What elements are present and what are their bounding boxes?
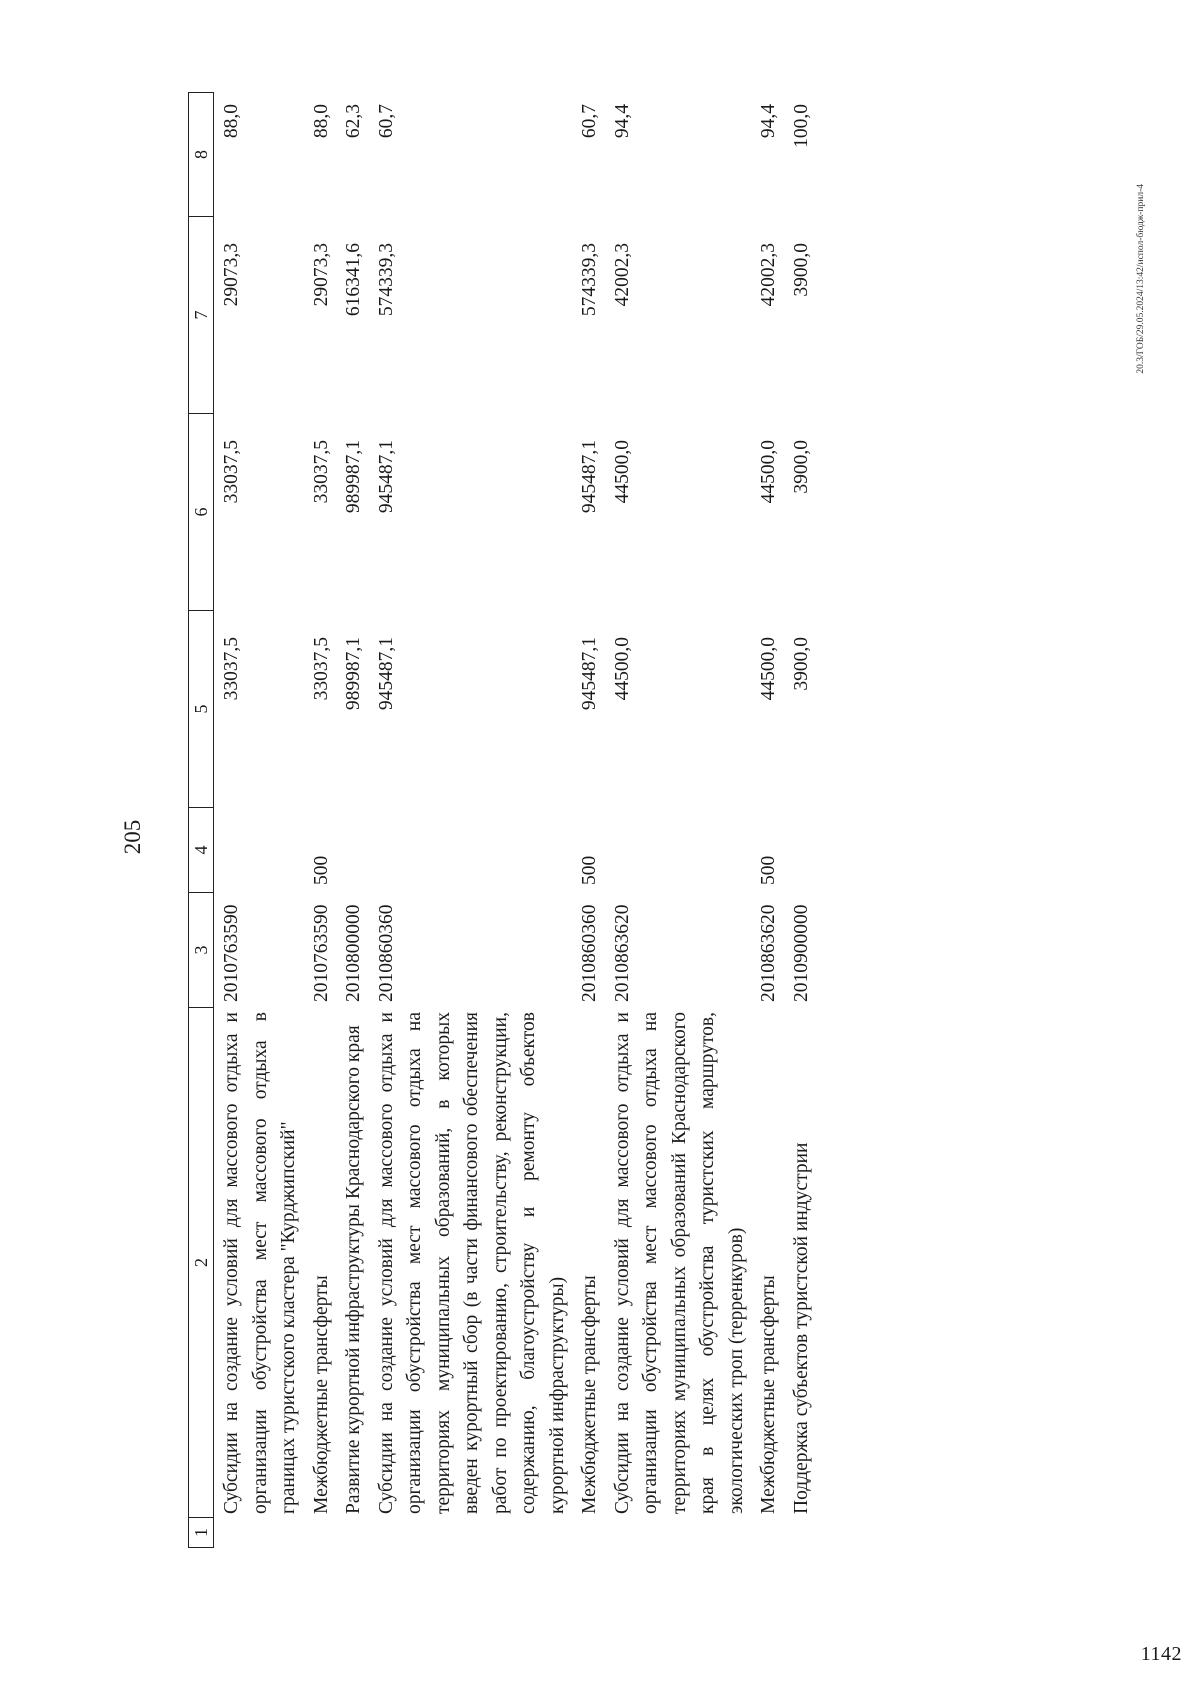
row-col7-cell: 574339,3 (579, 243, 600, 317)
row-code-cell: 2010860360 (579, 904, 600, 1002)
header-cell: 5 (188, 611, 214, 808)
row-col6-cell: 945487,1 (579, 440, 600, 514)
row-name-cell: Субсидии на создание условий для массового отдыха и организации обустройства мест массового отдыха в границах туристского кластера "Курджипский" (221, 1012, 299, 1514)
row-num-cell (788, 1518, 817, 1548)
row-name-cell: Поддержка субъектов туристской индустрии (790, 1142, 812, 1514)
row-col6-cell: 44500,0 (611, 440, 633, 504)
row-col8-cell: 94,4 (611, 104, 633, 139)
row-num-cell (373, 1518, 573, 1548)
row-num-cell (218, 1518, 304, 1548)
row-code-cell: 2010800000 (343, 904, 364, 1002)
table-row (373, 92, 573, 1548)
header-cell: 6 (188, 414, 214, 611)
row-name-cell: Межбюджетные трансферты (579, 1275, 600, 1514)
row-code-cell: 2010863620 (758, 904, 779, 1002)
table-row (218, 92, 304, 1548)
row-name-cell: Субсидии на создание условий для массового отдыха и организации обустройства мест массового отдыха на территориях муниципальных образований Краснодарского края в целях обустройства туристских маршрутов, экологических троп (терренкуров) (611, 1012, 747, 1514)
row-col8-cell: 88,0 (221, 104, 242, 139)
row-col5-cell: 44500,0 (758, 637, 779, 701)
row-col6-cell: 989987,1 (343, 440, 364, 514)
row-col5-cell: 945487,1 (375, 637, 397, 711)
row-vr-cell (218, 808, 304, 893)
row-col6-cell: 945487,1 (375, 440, 397, 514)
row-col5-cell: 945487,1 (579, 637, 600, 711)
row-num-cell (609, 1518, 752, 1548)
row-col8-cell: 94,4 (758, 104, 779, 139)
row-vr-cell: 500 (758, 855, 779, 885)
row-code-cell: 2010900000 (790, 904, 812, 1002)
table-row (755, 92, 784, 1548)
row-col8-cell: 60,7 (375, 104, 397, 139)
row-col6-cell: 44500,0 (758, 440, 779, 504)
rotated-page (118, 74, 1178, 1600)
table-row (340, 92, 369, 1548)
row-col7-cell: 616341,6 (343, 243, 364, 317)
row-col5-cell: 33037,5 (310, 637, 332, 701)
row-col5-cell: 989987,1 (343, 637, 364, 711)
row-vr-cell (788, 808, 817, 893)
row-num-cell (755, 1518, 784, 1548)
row-col5-cell: 44500,0 (611, 637, 633, 701)
row-vr-cell (609, 808, 752, 893)
header-cell: 3 (188, 893, 214, 1008)
row-col8-cell: 60,7 (579, 104, 600, 139)
row-num-cell (308, 1518, 337, 1548)
header-cell: 4 (188, 808, 214, 893)
footer-document-code: 20.3/ГОБ/29.05.2024/13:42/испол-бюдж-прил-4 (1136, 184, 1146, 374)
row-vr-cell (373, 808, 573, 893)
table-header (188, 92, 214, 1548)
row-col6-cell: 33037,5 (221, 440, 242, 504)
row-vr-cell (340, 808, 369, 893)
row-col6-cell: 33037,5 (310, 440, 332, 504)
page-number-top: 205 (120, 819, 145, 855)
row-code-cell: 2010863620 (611, 904, 633, 1002)
row-col8-cell: 100,0 (790, 104, 812, 148)
row-code-cell: 2010860360 (375, 904, 397, 1002)
sheet-number: 1142 (1140, 1643, 1182, 1665)
row-col5-cell: 3900,0 (790, 637, 812, 691)
table-row (576, 92, 605, 1548)
row-code-cell: 2010763590 (310, 904, 332, 1002)
row-name-cell: Субсидии на создание условий для массового отдыха и организации обустройства мест массового отдыха на территориях муниципальных образований, в которых введен курортный сбор (в части финансового обеспечения работ по проектированию, строительству, реконструкции, содержанию, благоустройству и ремонту объектов курортной инфраструктуры) (375, 1012, 568, 1514)
row-num-cell (576, 1518, 605, 1548)
row-col7-cell: 42002,3 (611, 243, 633, 307)
row-col7-cell: 29073,3 (310, 243, 332, 307)
row-col7-cell: 574339,3 (375, 243, 397, 317)
row-vr-cell: 500 (579, 855, 600, 885)
row-col8-cell: 88,0 (310, 104, 332, 139)
row-num-cell (340, 1518, 369, 1548)
row-col8-cell: 62,3 (343, 104, 364, 139)
row-col7-cell: 3900,0 (790, 243, 812, 297)
header-cell: 2 (188, 1008, 214, 1518)
table-row (788, 92, 817, 1548)
row-col7-cell: 42002,3 (758, 243, 779, 307)
header-cell: 8 (188, 92, 214, 217)
row-col7-cell: 29073,3 (221, 243, 242, 307)
header-cell: 7 (188, 217, 214, 414)
row-col5-cell: 33037,5 (221, 637, 242, 701)
row-name-cell: Межбюджетные трансферты (758, 1275, 779, 1514)
header-cell: 1 (188, 1518, 214, 1548)
row-code-cell: 2010763590 (221, 904, 242, 1002)
row-vr-cell: 500 (310, 855, 332, 885)
table-row (609, 92, 752, 1548)
row-name-cell: Развитие курортной инфраструктуры Краснодарского края (343, 1025, 364, 1514)
table-row (308, 92, 337, 1548)
budget-table (188, 92, 816, 1548)
row-col6-cell: 3900,0 (790, 440, 812, 494)
row-name-cell: Межбюджетные трансферты (310, 1275, 332, 1514)
